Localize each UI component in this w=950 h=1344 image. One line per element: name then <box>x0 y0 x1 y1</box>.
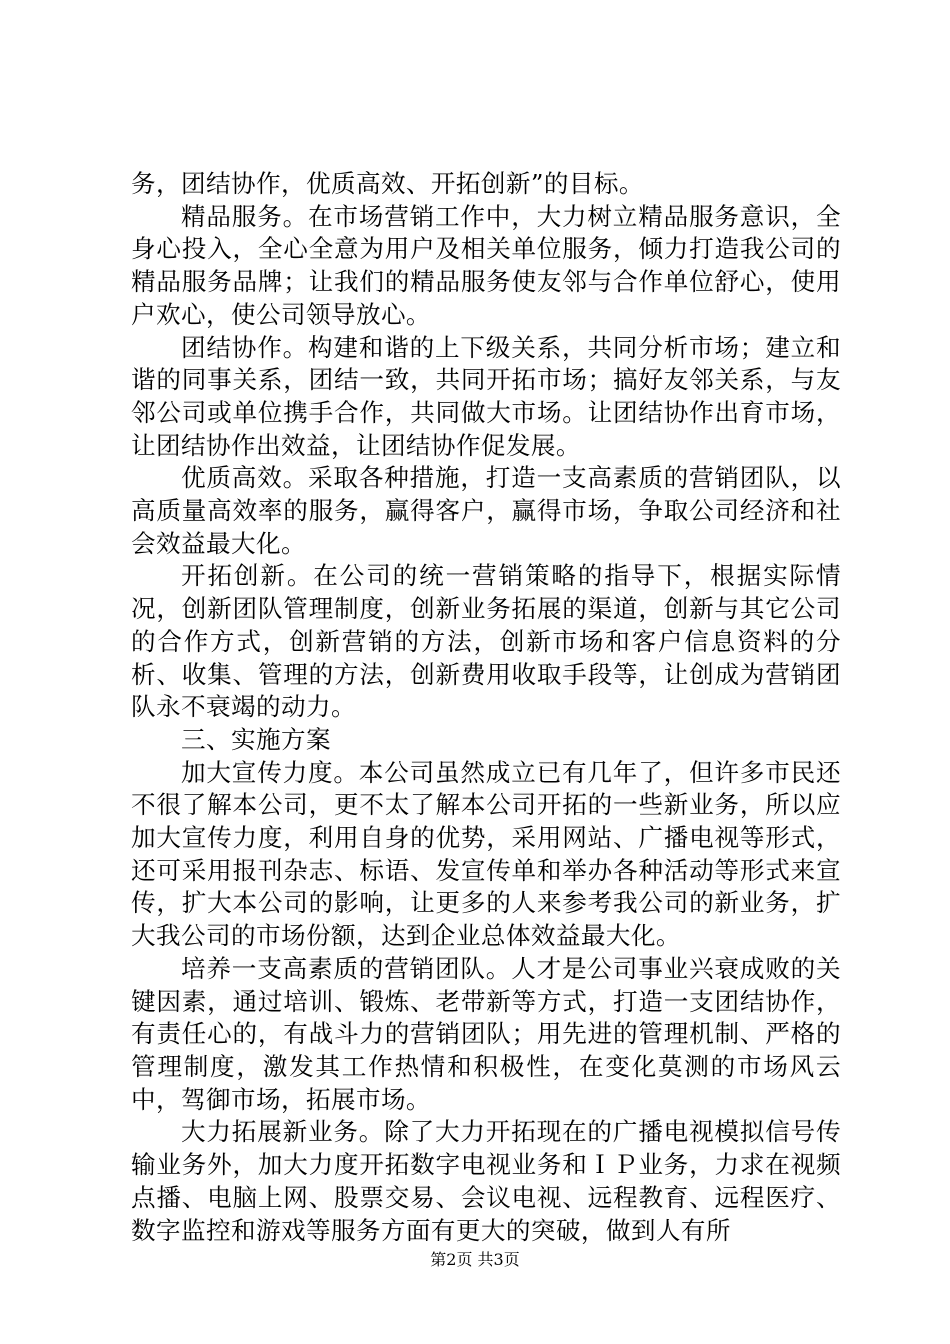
paragraph-continuation: 务，团结协作，优质高效、开拓创新”的目标。 <box>131 169 644 198</box>
section-heading-implementation: 三、实施方案 <box>181 724 331 754</box>
paragraph-quality-service: 精品服务。在市场营销工作中，大力树立精品服务意识，全身心投入，全心全意为用户及相关单位服务，倾力打造我公司的精品服务品牌；让我们的精品服务使友邻与合作单位舒心，使用户欢心，使公司领导放心。 <box>131 201 841 329</box>
page-footer: 第2页 共3页 <box>430 1250 520 1269</box>
paragraph-publicity: 加大宣传力度。本公司虽然成立已有几年了，但许多市民还不很了解本公司，更不太了解本公司开拓的一些新业务，所以应加大宣传力度，利用自身的优势，采用网站、广播电视等形式，还可采用报刊杂志、标语、发宣传单和举办各种活动等形式来宣传，扩大本公司的影响，让更多的人来参考我公司的新业务，扩大我公司的市场份额，达到企业总体效益最大化。 <box>131 757 841 951</box>
paragraph-efficiency: 优质高效。采取各种措施，打造一支高素质的营销团队，以高质量高效率的服务，赢得客户，赢得市场，争取公司经济和社会效益最大化。 <box>131 463 841 558</box>
paragraph-marketing-team: 培养一支高素质的营销团队。人才是公司事业兴衰成败的关键因素，通过培训、锻炼、老带新等方式，打造一支团结协作，有责任心的，有战斗力的营销团队；用先进的管理机制、严格的管理制度，激发其工作热情和积极性，在变化莫测的市场风云中，驾御市场，拓展市场。 <box>131 953 841 1114</box>
paragraph-innovation: 开拓创新。在公司的统一营销策略的指导下，根据实际情况，创新团队管理制度，创新业务拓展的渠道，创新与其它公司的合作方式，创新营销的方法，创新市场和客户信息资料的分析、收集、管理的方法，创新费用收取手段等，让创成为营销团队永不衰竭的动力。 <box>131 561 841 722</box>
paragraph-new-business: 大力拓展新业务。除了大力开拓现在的广播电视模拟信号传输业务外，加大力度开拓数字电视业务和ＩＰ业务，力求在视频点播、电脑上网、股票交易、会议电视、远程教育、远程医疗、数字监控和游戏等服务方面有更大的突破，做到人有所 <box>131 1117 841 1245</box>
paragraph-teamwork: 团结协作。构建和谐的上下级关系，共同分析市场；建立和谐的同事关系，团结一致，共同开拓市场；搞好友邻关系，与友邻公司或单位携手合作，共同做大市场。让团结协作出育市场，让团结协作出效益，让团结协作促发展。 <box>131 332 841 460</box>
body-text <box>131 168 841 1247</box>
